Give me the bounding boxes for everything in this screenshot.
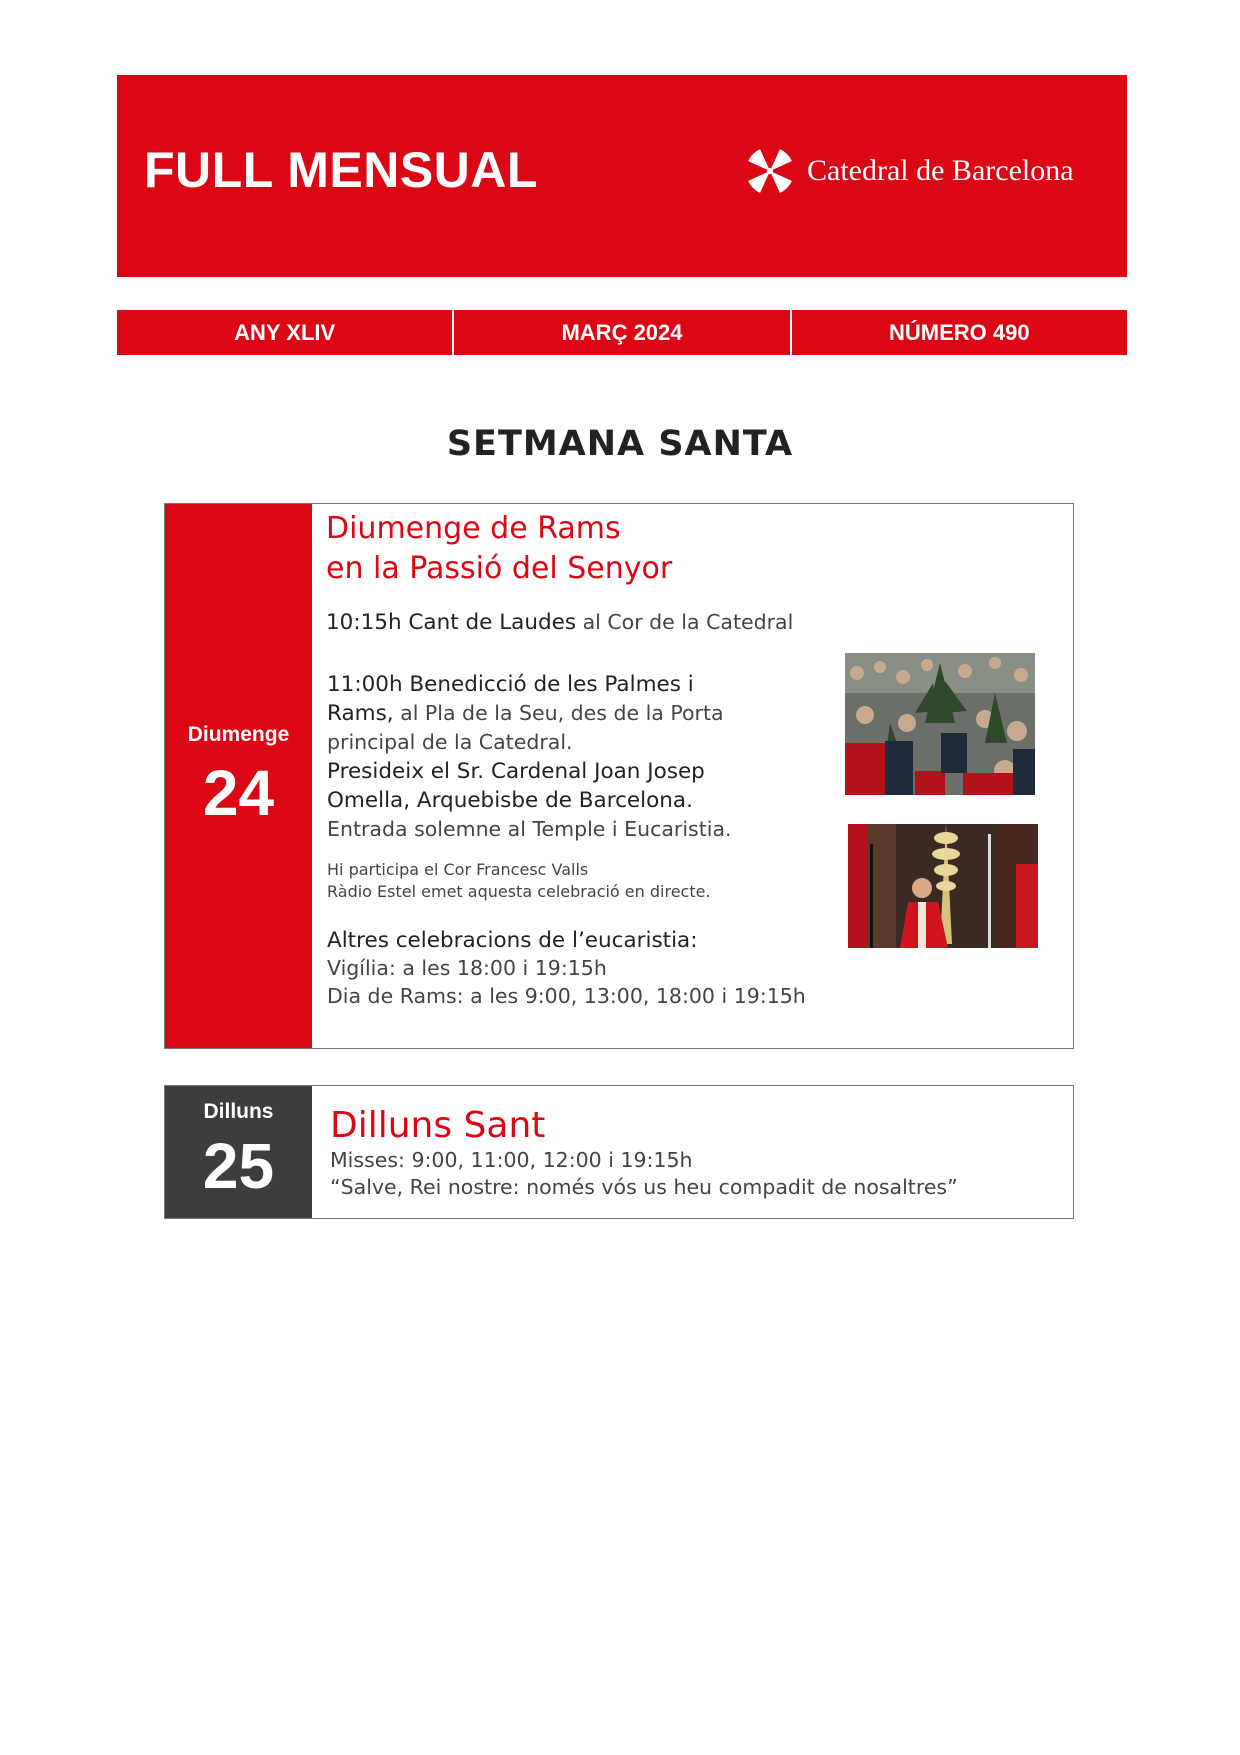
day-column bbox=[165, 504, 312, 1048]
entrance-line: Entrada solemne al Temple i Eucaristia. bbox=[327, 817, 732, 841]
event-title-line2: en la Passió del Senyor bbox=[326, 551, 673, 586]
blessing-line2 bbox=[327, 701, 724, 726]
day-number: 25 bbox=[202, 1130, 275, 1202]
other-celebrations-heading: Altres celebracions de l’eucaristia: bbox=[327, 928, 698, 953]
event-card bbox=[164, 1085, 1074, 1219]
blessing-line1: 11:00h Benedicció de les Palmes i bbox=[327, 672, 694, 697]
choir-note: Hi participa el Cor Francesc Valls bbox=[327, 860, 589, 879]
event-content bbox=[312, 504, 1073, 1048]
palm-crowd-photo bbox=[845, 653, 1035, 795]
cross-emblem-icon bbox=[745, 146, 795, 196]
mass-times: Misses: 9:00, 11:00, 12:00 i 19:15h bbox=[330, 1148, 693, 1172]
section-title: SETMANA SANTA bbox=[446, 424, 794, 464]
logo-text: Catedral de Barcelona bbox=[807, 154, 1074, 187]
laudes-line bbox=[326, 610, 793, 635]
day-name: Diumenge bbox=[187, 723, 290, 746]
event-content bbox=[312, 1086, 1073, 1218]
issue-year: ANY XLIV bbox=[234, 319, 336, 345]
blessing-line3: principal de la Catedral. bbox=[327, 730, 573, 754]
header-banner bbox=[117, 75, 1127, 277]
day-name: Dilluns bbox=[203, 1100, 274, 1123]
newsletter-title: FULL MENSUAL bbox=[144, 142, 538, 198]
issue-number: NÚMERO 490 bbox=[790, 310, 1127, 355]
cardinal-photo bbox=[848, 824, 1038, 948]
blessing-place: al Pla de la Seu, des de la Porta bbox=[393, 701, 724, 725]
issue-date: MARÇ 2024 bbox=[452, 310, 789, 355]
day-number: 24 bbox=[202, 757, 275, 829]
cathedral-logo bbox=[745, 146, 1074, 196]
day-column bbox=[165, 1086, 312, 1218]
laudes-place: al Cor de la Catedral bbox=[576, 610, 794, 634]
event-title: Dilluns Sant bbox=[330, 1105, 546, 1146]
event-card bbox=[164, 503, 1074, 1049]
event-title-line1: Diumenge de Rams bbox=[326, 511, 621, 546]
presides-line2: Omella, Arquebisbe de Barcelona. bbox=[327, 788, 693, 813]
vigil-times: Vigília: a les 18:00 i 19:15h bbox=[327, 956, 607, 980]
laudes-time: 10:15h Cant de Laudes bbox=[326, 610, 577, 635]
issue-info-bar bbox=[117, 310, 1127, 355]
event-quote: “Salve, Rei nostre: només vós us heu compadit de nosaltres” bbox=[330, 1175, 958, 1199]
presides-line1: Presideix el Sr. Cardenal Joan Josep bbox=[327, 759, 705, 784]
radio-note: Ràdio Estel emet aquesta celebració en directe. bbox=[327, 882, 711, 901]
palm-day-times: Dia de Rams: a les 9:00, 13:00, 18:00 i 19:15h bbox=[327, 984, 806, 1008]
blessing-rams: Rams, bbox=[327, 701, 394, 726]
